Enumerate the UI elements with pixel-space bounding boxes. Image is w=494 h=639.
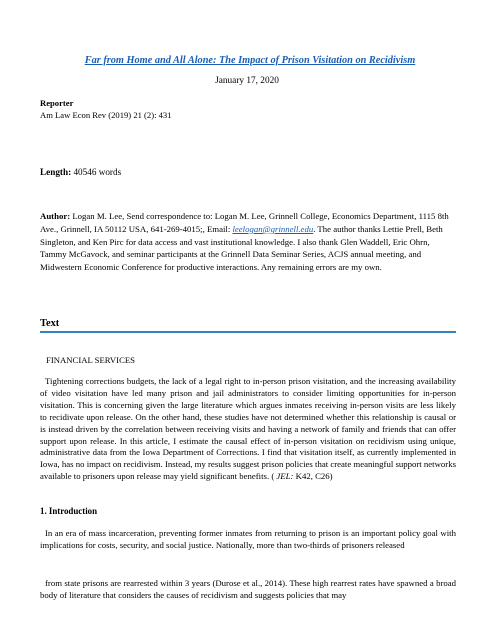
abstract-paragraph xyxy=(40,376,456,483)
length-line xyxy=(40,167,121,177)
author-text-after-email: . The author thanks Lettie Prell, Beth Singleton, and Ken Pirc for data access and vast institutional knowledge. I also thank Glen Waddell, Eric Ohrn, Tammy McGavock, and seminar participants at the Grinnell Data Seminar Series, ACJS annual meeting, and Midwestern Economic Conference for productive interactions. Any remaining errors are my own. xyxy=(40,223,443,273)
intro-paragraph-2: from state prisons are rearrested within 3 years (Durose et al., 2014). These high rearrest rates have spawned a broad body of literature that considers the causes of recidivism and suggests policies that may xyxy=(40,578,456,600)
document-title[interactable]: Far from Home and All Alone: The Impact of Prison Visitation on Recidivism xyxy=(84,55,416,66)
author-email-link[interactable]: leelogan@grinnell.edu xyxy=(232,223,314,234)
author-block xyxy=(40,210,458,274)
introduction-heading: 1. Introduction xyxy=(40,506,98,516)
jel-label: JEL: xyxy=(276,471,294,482)
reporter-label: Reporter xyxy=(40,98,74,108)
jel-codes: K42, C26) xyxy=(293,471,333,482)
section-divider xyxy=(40,331,456,333)
author-text-before-email: Logan M. Lee, Send correspondence to: Logan M. Lee, Grinnell College, Economics Department, 1115 8th Ave., Grinnell, IA 50112 USA, 641-269-4015;, Email: xyxy=(40,211,449,234)
category-label: FINANCIAL SERVICES xyxy=(46,355,135,365)
reporter-value: Am Law Econ Rev (2019) 21 (2): 431 xyxy=(40,110,172,120)
document-date: January 17, 2020 xyxy=(215,76,279,86)
section-heading-text: Text xyxy=(40,318,60,329)
length-value: 40546 words xyxy=(71,167,122,177)
abstract-text: Tightening corrections budgets, the lack of a legal right to in-person prison visitation, and the increasing availability of video visitation have led many prison and jail administrators to consider limiting opportunities for in-person visitation. This is concerning given the large literature which argues inmates receiving in-person visits are less likely to recidivate upon release. On the other hand, these studies have not determined whether this relationship is causal or is instead driven by the correlation between receiving visits and having a network of family and friends that can offer support upon release. In this article, I estimate the causal effect of in-person visitation on recidivism using unique, administrative data from the Iowa Department of Corrections. I find that visitation itself, as currently implemented in Iowa, has no impact on recidivism. Instead, my results suggest prison policies that create meaningful support networks available to prisoners upon release may yield significant benefits. ( xyxy=(40,376,456,482)
author-label: Author: xyxy=(40,211,71,221)
intro-paragraph-1: In an era of mass incarceration, preventing former inmates from returning to prison is an important policy goal with implications for costs, security, and social justice. Nationally, more than two-thirds of prisoners released xyxy=(40,528,456,550)
length-label: Length: xyxy=(40,167,72,177)
